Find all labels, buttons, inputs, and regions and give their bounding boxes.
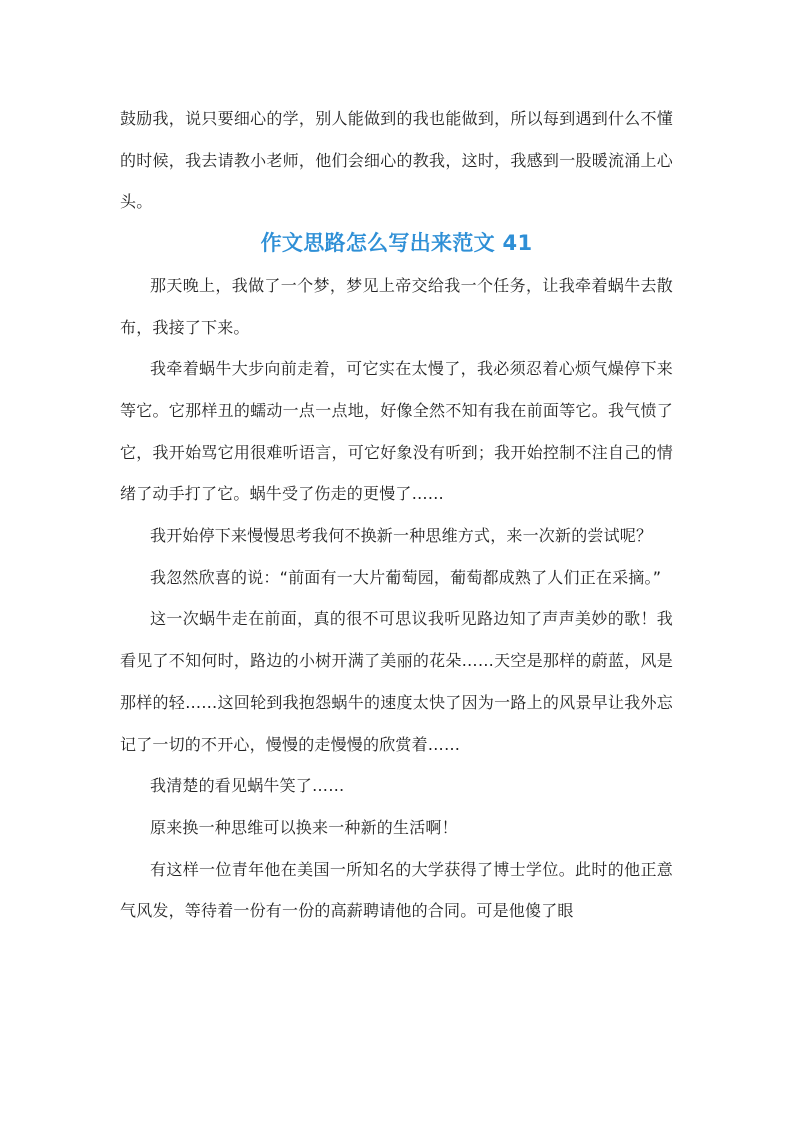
paragraph-7: 原来换一种思维可以换来一种新的生活啊！	[150, 817, 458, 837]
paragraph-6: 我清楚的看见蜗牛笑了……	[150, 776, 345, 796]
paragraph-8: 有这样一位青年他在美国一所知名的大学获得了博士学位。此时的他正意气风发，等待着一份有一份的高薪聘请他的合同。可是他傻了眼	[120, 859, 673, 921]
paragraph-3: 我开始停下来慢慢思考我何不换新一种思维方式，来一次新的尝试呢？	[150, 526, 653, 546]
paragraph-1: 那天晚上，我做了一个梦，梦见上帝交给我一个任务，让我牵着蜗牛去散布，我接了下来。	[120, 275, 673, 337]
paragraph-4: 我忽然欣喜的说：“前面有一大片葡萄园，葡萄都成熟了人们正在采摘。”	[150, 567, 662, 587]
section-title: 作文思路怎么写出来范文 41	[260, 231, 533, 256]
paragraph-2: 我牵着蜗牛大步向前走着，可它实在太慢了，我必须忍着心烦气燥停下来等它。它那样丑的蠕动一点一点地，好像全然不知有我在前面等它。我气愤了它，我开始骂它用很难听语言，可它好象没有听到；我开始控制不注自己的情绪了动手打了它。蜗牛受了伤走的更慢了……	[120, 359, 673, 504]
document-body	[120, 98, 673, 932]
paragraph-5: 这一次蜗牛走在前面，真的很不可思议我听见路边知了声声美妙的歌！我看见了不知何时，路边的小树开满了美丽的花朵……天空是那样的蔚蓝，风是那样的轻……这回轮到我抱怨蜗牛的速度太快了因为一路上的风景早让我外忘记了一切的不开心，慢慢的走慢慢的欣赏着……	[120, 609, 673, 754]
intro-paragraph: 鼓励我，说只要细心的学，别人能做到的我也能做到，所以每到遇到什么不懂的时候，我去请教小老师，他们会细心的教我，这时，我感到一股暖流涌上心头。	[120, 109, 673, 212]
